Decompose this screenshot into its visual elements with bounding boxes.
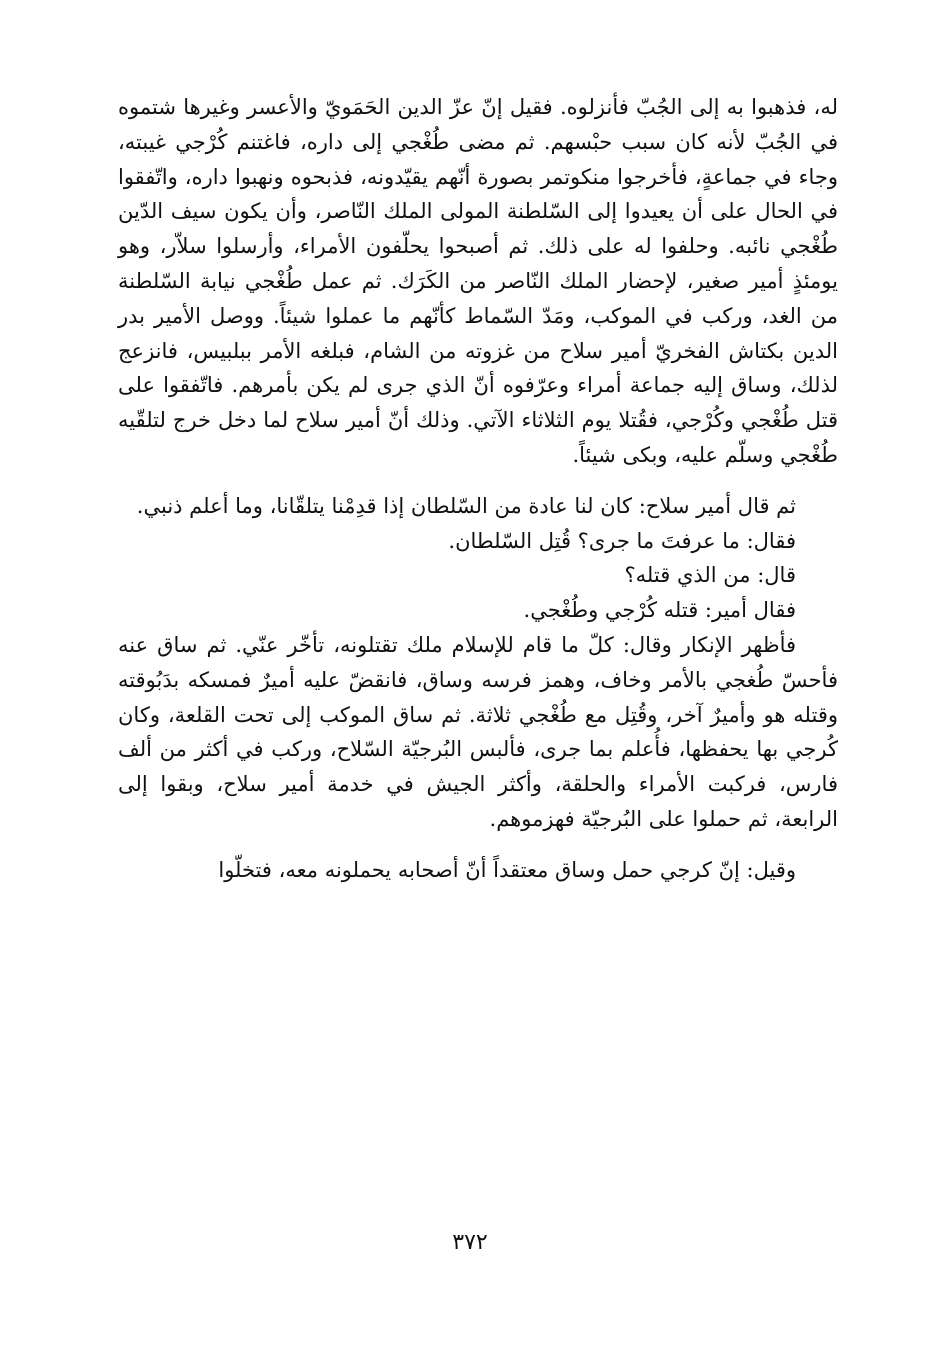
page-number: ٣٧٢ [452,1230,488,1255]
main-text [118,90,838,888]
dialog-line-2: قال: من الذي قتله؟ [624,563,796,588]
paragraph-1: له، فذهبوا به إلى الجُبّ فأنزلوه. فقيل إنّ عزّ الدين الحَمَويّ والأعسر وغيرها شتموه في الجُبّ لأنه كان سبب حبْسهم. ثم مضى طُغْجي إلى داره، فاغتنم كُرْجي غيبته، وجاء في جماعةٍ، فأخرجوا منكوتمر بصورة أنّهم يقيّدونه، فذبحوه ونهبوا داره، واتّفقوا في الحال على أن يعيدوا إلى السّلطنة المولى الملك النّاصر، وأن يكون سيف الدّين طُغْجي نائبه. وحلفوا له على ذلك. ثم أصبحوا يحلّفون الأمراء، وأرسلوا سلاّر، وهو يومئذٍ أمير صغير، لإحضار الملك النّاصر من الكَرَك. ثم عمل طُغْجي نيابة السّلطنة من الغد، وركب في الموكب، ومَدّ السّماط كأنّهم ما عملوا شيئاً. ووصل الأمير بدر الدين بكتاش الفخريّ أمير سلاح من غزوته من الشام، فبلغه الأمر ببلبيس، فانزعج لذلك، وساق إليه جماعة أمراء وعرّفوه أنّ الذي جرى لم يكن بأمرهم. فاتّفقوا على قتل طُغْجي وكُرْجي، فقُتلا يوم الثلاثاء الآتي. وذلك أنّ أمير سلاح لما دخل خرج لتلقّيه طُغْجي وسلّم عليه، وبكى شيئاً. [118,95,838,467]
dialog-line-3: فقال أمير: قتله كُرْجي وطُغْجي. [523,598,796,623]
paragraph-2: ثم قال أمير سلاح: كان لنا عادة من السّلطان إذا قدِمْنا يتلقّانا، وما أعلم ذنبي. [136,493,796,518]
paragraph-3: فأظهر الإنكار وقال: كلّ ما قام للإسلام ملك تقتلونه، تأخّر عنّي. ثم ساق عنه فأحسّ طُغجي بالأمر وخاف، وهمز فرسه وساق، فانقضّ عليه أميرٌ فمسكه بدَبُوقته وقتله هو وأميرٌ آخر، وقُتِل مع طُغْجي ثلاثة. ثم ساق الموكب إلى تحت القلعة، وكان كُرجي بها يحفظها، فأُعلم بما جرى، فألبس البُرجيّة السّلاح، وركب في أكثر من ألف فارس، فركبت الأمراء والحلقة، وأكثر الجيش في خدمة أمير سلاح، وبقوا إلى الرابعة، ثم حملوا على البُرجيّة فهزموهم. [118,632,838,831]
paragraph-4: وقيل: إنّ كرجي حمل وساق معتقداً أنّ أصحابه يحملونه معه، فتخلّوا [218,857,796,882]
dialog-line-1: فقال: ما عرفتَ ما جرى؟ قُتِل السّلطان. [448,528,796,553]
